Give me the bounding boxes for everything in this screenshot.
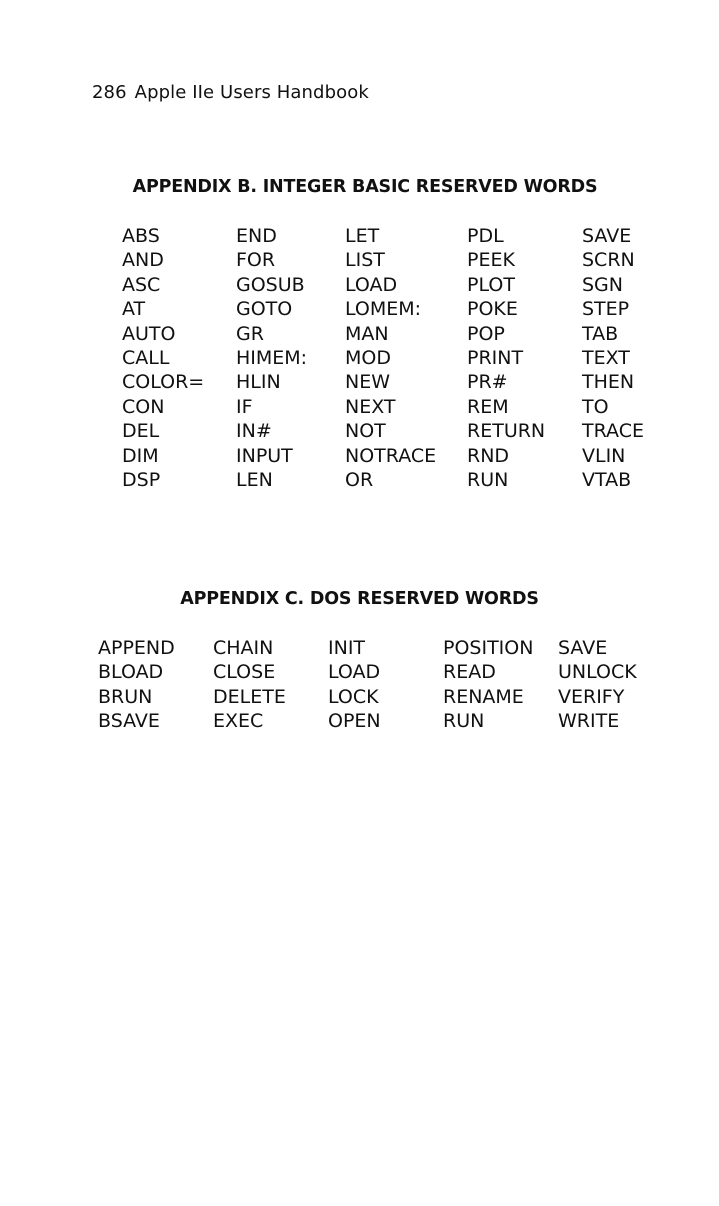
reserved-word: CON: [122, 395, 165, 418]
word-column: [213, 636, 286, 734]
reserved-word: AT: [122, 298, 146, 321]
reserved-word: VLIN: [582, 444, 626, 467]
reserved-word: NOTRACE: [345, 444, 437, 467]
reserved-word: HLIN: [236, 371, 281, 394]
reserved-word: REM: [467, 395, 509, 418]
reserved-word: BSAVE: [98, 710, 160, 733]
reserved-word: LIST: [345, 249, 385, 272]
reserved-word: LOMEM:: [345, 298, 422, 321]
reserved-word: PDL: [467, 225, 504, 247]
reserved-word: CHAIN: [213, 637, 274, 659]
reserved-word: RETURN: [467, 420, 546, 443]
word-column: [328, 636, 381, 734]
reserved-word: OPEN: [328, 710, 381, 733]
reserved-word: POP: [467, 322, 505, 345]
reserved-word: UNLOCK: [558, 661, 637, 684]
reserved-word: DIM: [122, 444, 159, 467]
reserved-word: OR: [345, 468, 374, 491]
reserved-word: SAVE: [558, 637, 608, 659]
reserved-word: PLOT: [467, 273, 515, 296]
word-column: [582, 224, 644, 492]
reserved-word: IF: [236, 395, 253, 418]
reserved-word: DELETE: [213, 685, 286, 708]
reserved-word: ASC: [122, 273, 161, 296]
reserved-word: SCRN: [582, 249, 635, 272]
reserved-word: LOAD: [345, 273, 398, 296]
book-title: Apple IIe Users Handbook: [134, 82, 369, 103]
reserved-word: DEL: [122, 420, 160, 443]
reserved-word: EXEC: [213, 710, 264, 733]
reserved-word: TEXT: [582, 346, 630, 369]
running-head: [92, 82, 369, 103]
reserved-word: READ: [443, 661, 496, 684]
reserved-word: GOTO: [236, 298, 293, 321]
reserved-word: VTAB: [582, 468, 632, 491]
reserved-word: GR: [236, 322, 264, 345]
reserved-word: WRITE: [558, 710, 620, 733]
reserved-word: LET: [345, 225, 380, 247]
reserved-word: LOCK: [328, 685, 379, 708]
reserved-word: STEP: [582, 298, 630, 321]
reserved-word: MAN: [345, 322, 389, 345]
reserved-word: TAB: [582, 322, 619, 345]
reserved-word: THEN: [582, 371, 635, 394]
reserved-word: GOSUB: [236, 273, 305, 296]
reserved-word: RENAME: [443, 685, 524, 708]
reserved-word: CLOSE: [213, 661, 276, 684]
reserved-word: INIT: [328, 637, 366, 659]
reserved-word: END: [236, 225, 277, 247]
reserved-word: RUN: [443, 710, 485, 733]
reserved-word: COLOR=: [122, 371, 205, 394]
word-column: [345, 224, 436, 492]
reserved-word: NEXT: [345, 395, 396, 418]
reserved-word: DSP: [122, 468, 161, 491]
reserved-word: SGN: [582, 273, 623, 296]
reserved-word: SAVE: [582, 225, 632, 247]
reserved-word: APPEND: [98, 637, 175, 659]
reserved-word: MOD: [345, 346, 391, 369]
word-column: [467, 224, 545, 492]
word-column: [443, 636, 533, 734]
word-column: [558, 636, 637, 734]
reserved-word: BLOAD: [98, 661, 164, 684]
reserved-word: CALL: [122, 346, 170, 369]
reserved-word: LOAD: [328, 661, 381, 684]
word-column: [98, 636, 175, 734]
appendix-b-title: APPENDIX B. INTEGER BASIC RESERVED WORDS: [132, 177, 598, 197]
reserved-word: PEEK: [467, 249, 515, 272]
reserved-word: VERIFY: [558, 685, 625, 708]
reserved-word: POKE: [467, 298, 518, 321]
reserved-word: PRINT: [467, 346, 524, 369]
reserved-word: LEN: [236, 468, 273, 491]
reserved-word: RUN: [467, 468, 509, 491]
word-column: [236, 224, 307, 492]
page-number: 286: [92, 82, 127, 103]
reserved-word: BRUN: [98, 685, 153, 708]
reserved-word: TRACE: [582, 420, 644, 443]
appendix-c-title: APPENDIX C. DOS RESERVED WORDS: [180, 589, 539, 609]
reserved-word: NEW: [345, 371, 391, 394]
reserved-word: NOT: [345, 420, 386, 443]
reserved-word: HIMEM:: [236, 346, 308, 369]
reserved-word: INPUT: [236, 444, 293, 467]
reserved-word: POSITION: [443, 637, 534, 659]
reserved-word: TO: [582, 395, 609, 418]
reserved-word: IN#: [236, 420, 272, 443]
reserved-word: ABS: [122, 225, 160, 247]
word-column: [122, 224, 204, 492]
reserved-word: AUTO: [122, 322, 176, 345]
reserved-word: RND: [467, 444, 510, 467]
reserved-word: PR#: [467, 371, 508, 394]
reserved-word: AND: [122, 249, 164, 272]
reserved-word: FOR: [236, 249, 276, 272]
